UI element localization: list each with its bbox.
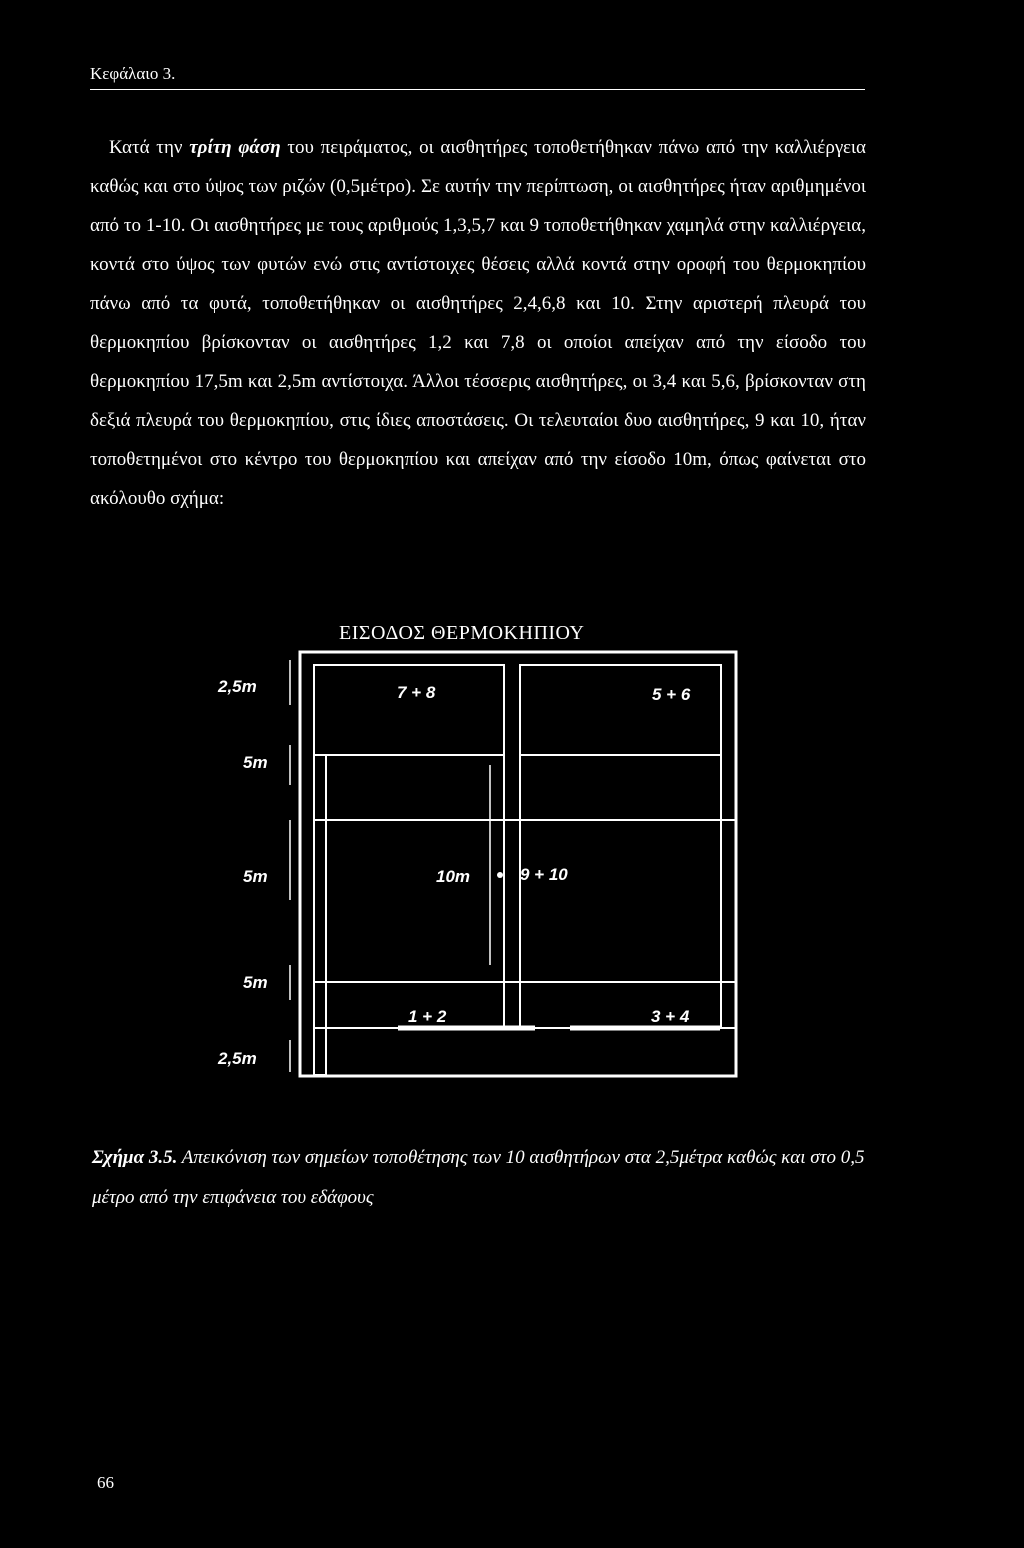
para-text-1: Κατά την bbox=[109, 137, 190, 158]
dim-label-5: 2,5m bbox=[218, 1049, 257, 1068]
sensor-bottom-left: 1 + 2 bbox=[408, 1007, 447, 1026]
sensor-top-right: 5 + 6 bbox=[652, 685, 691, 704]
caption-text: Απεικόνιση των σημείων τοποθέτησης των 10 αισθητήρων στα 2,5μέτρα καθώς και στο 0,5 μέτρο από την επιφάνεια του εδάφους bbox=[92, 1147, 865, 1208]
para-text-2: του πειράματος, οι αισθητήρες τοποθετήθηκαν πάνω από την καλλιέργεια καθώς και στο ύψος των ριζών (0,5μέτρο). Σε αυτήν την περίπτωση, οι αισθητήρες ήταν αριθμημένοι από το 1-10. Οι αισθητήρες με τους αριθμούς 1,3,5,7 και 9 τοποθετήθηκαν χαμηλά στην καλλιέργεια, κοντά στο ύψος των φυτών ενώ στις αντίστοιχες θέσεις αλλά κοντά στην οροφή του θερμοκηπίου πάνω από τα φυτά, τοποθετήθηκαν οι αισθητήρες 2,4,6,8 και 10. Στην αριστερή πλευρά του θερμοκηπίου βρίσκονταν οι αισθητήρες 1,2 και 7,8 οι οποίοι απείχαν από την είσοδο του θερμοκηπίου 17,5m και 2,5m αντίστοιχα. Άλλοι τέσσερις αισθητήρες, οι 3,4 και 5,6, βρίσκονταν στη δεξιά πλευρά του θερμοκηπίου, στις ίδιες αποστάσεις. Οι τελευταίοι δυο αισθητήρες, 9 και 10, ήταν τοποθετημένοι στο κέντρο του θερμοκηπίου και απείχαν από την είσοδο 10m, όπως φαίνεται στο ακόλουθο σχήμα: bbox=[90, 137, 866, 509]
cell-top-left bbox=[314, 665, 504, 755]
cell-top-right bbox=[520, 665, 721, 755]
para-emphasis: τρίτη φάση bbox=[189, 137, 281, 158]
caption-label: Σχήμα 3.5. bbox=[92, 1147, 178, 1168]
figure-caption bbox=[92, 1138, 872, 1218]
dim-label-4: 5m bbox=[243, 973, 268, 992]
center-sensor-marker bbox=[497, 872, 503, 878]
chapter-header: Κεφάλαιο 3. bbox=[90, 64, 176, 83]
dim-label-1: 2,5m bbox=[218, 677, 257, 696]
figure-title: ΕΙΣΟΔΟΣ ΘΕΡΜΟΚΗΠΙΟΥ bbox=[339, 622, 585, 644]
dim-label-3: 5m bbox=[243, 867, 268, 886]
dim-label-2: 5m bbox=[243, 753, 268, 772]
sensor-bottom-right: 3 + 4 bbox=[651, 1007, 690, 1026]
sensor-center: 9 + 10 bbox=[520, 865, 568, 884]
center-distance-label: 10m bbox=[436, 867, 471, 886]
sensor-top-left: 7 + 8 bbox=[397, 683, 436, 702]
page-number: 66 bbox=[97, 1473, 114, 1492]
